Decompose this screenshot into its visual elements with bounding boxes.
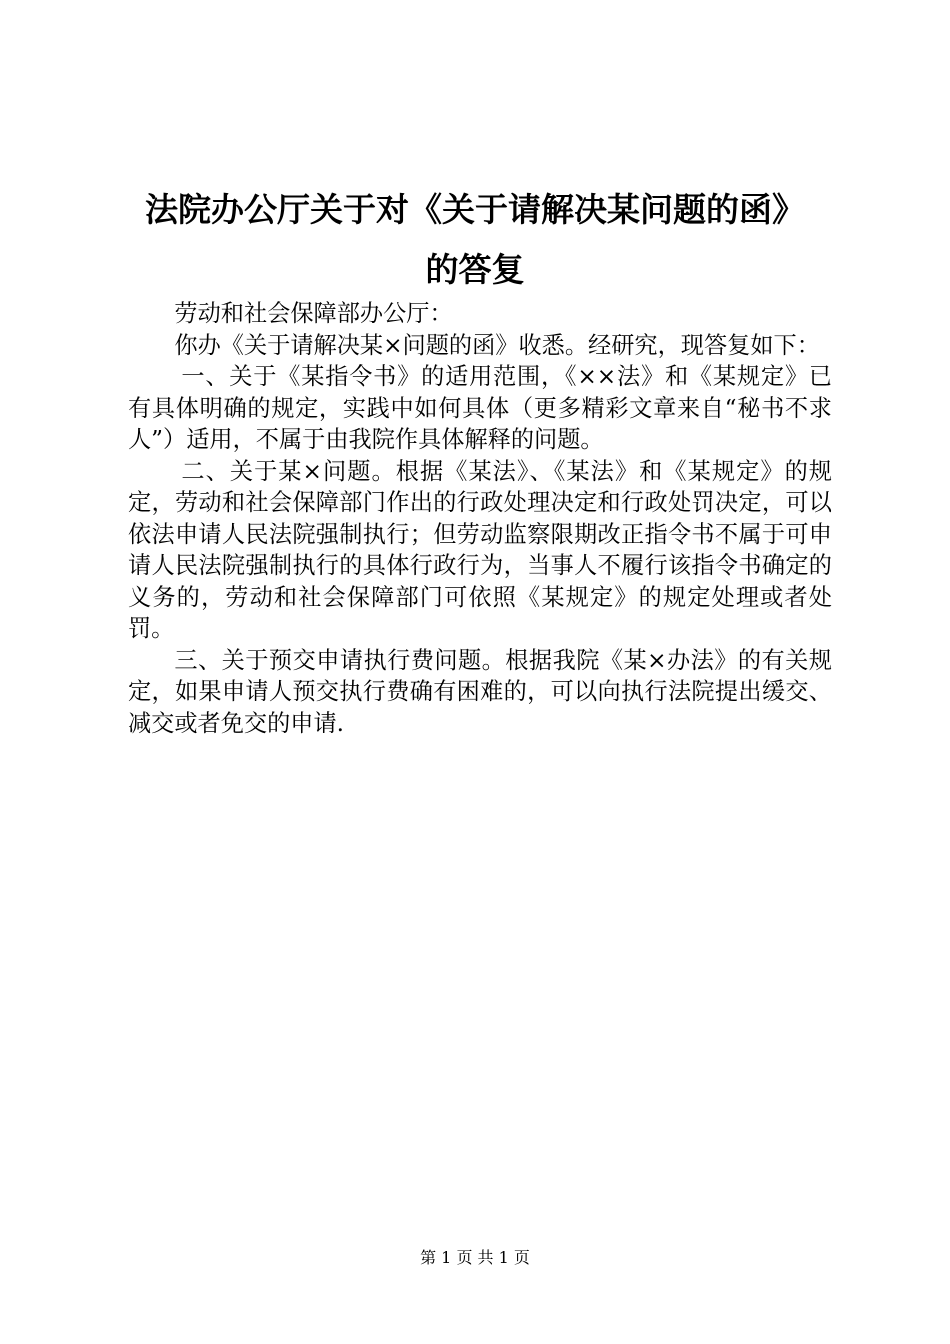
paragraph-item-1: 一、关于《某指令书》的适用范围，《××法》和《某规定》已有具体明确的规定，实践中如何具体（更多精彩文章来自“秘书不求人”）适用，不属于由我院作具体解释的问题。	[128, 363, 832, 453]
paragraph-item-2: 二、关于某×问题。根据《某法》、《某法》和《某规定》的规定，劳动和社会保障部门作出的行政处理决定和行政处罚决定，可以依法申请人民法院强制执行；但劳动监察限期改正指令书不属于可申请人民法院强制执行的具体行政行为，当事人不履行该指令书确定的义务的，劳动和社会保障部门可依照《某规定》的规定处理或者处罚。	[128, 457, 832, 642]
paragraph-item-3: 三、关于预交申请执行费问题。根据我院《某×办法》的有关规定，如果申请人预交执行费确有困难的，可以向执行法院提出缓交、减交或者免交的申请.	[128, 646, 832, 737]
document-title	[120, 180, 830, 300]
paragraph-intro: 你办《关于请解决某×问题的函》收悉。经研究，现答复如下：	[174, 331, 820, 359]
document-body	[128, 298, 832, 739]
title-line-1: 法院办公厅关于对《关于请解决某问题的函》	[145, 190, 805, 229]
salutation: 劳动和社会保障部办公厅：	[174, 300, 453, 327]
title-line-2: 的答复	[425, 250, 525, 289]
page-footer: 第 1 页 共 1 页	[420, 1248, 530, 1267]
